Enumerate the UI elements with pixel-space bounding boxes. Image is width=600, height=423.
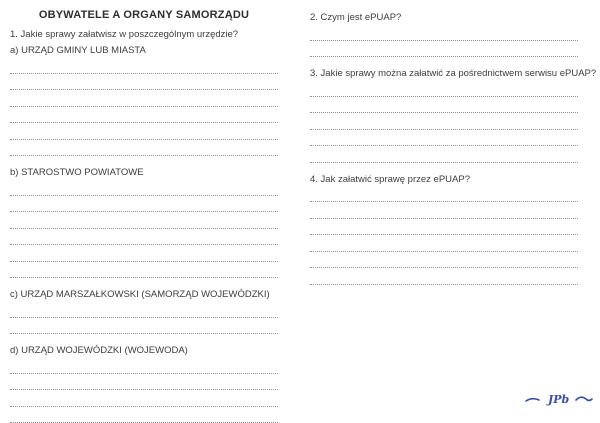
right-column-sections — [310, 12, 578, 285]
answer-line — [310, 113, 578, 130]
subquestion-label: d) URZĄD WOJEWÓDZKI (WOJEWODA) — [10, 345, 278, 357]
answer-line — [310, 252, 578, 269]
answer-line — [10, 179, 278, 196]
answer-line — [310, 219, 578, 236]
answer-line — [10, 318, 278, 335]
answer-line — [310, 146, 578, 163]
answer-line — [310, 235, 578, 252]
answer-line — [10, 90, 278, 107]
answer-line — [10, 107, 278, 124]
answer-line — [310, 97, 578, 114]
left-column-sections — [10, 29, 278, 423]
answer-line — [10, 245, 278, 262]
signature-initials: JPb — [546, 393, 569, 406]
section — [10, 45, 278, 156]
answer-line — [10, 390, 278, 407]
signature — [524, 386, 594, 410]
question-label: 1. Jakie sprawy załatwisz w poszczególnym urzędzie? — [10, 29, 278, 41]
question-label: 3. Jakie sprawy można załatwić za pośrednictwem serwisu ePUAP? — [310, 68, 578, 80]
answer-line — [10, 212, 278, 229]
section — [310, 12, 578, 57]
answer-line — [310, 130, 578, 147]
worksheet-title: OBYWATELE A ORGANY SAMORZĄDU — [10, 8, 278, 22]
signature-flourish — [524, 386, 594, 410]
answer-line — [10, 357, 278, 374]
subquestion-label: a) URZĄD GMINY LUB MIASTA — [10, 45, 278, 57]
subquestion-label: b) STAROSTWO POWIATOWE — [10, 167, 278, 179]
answer-line — [310, 186, 578, 203]
answer-line — [10, 196, 278, 213]
section — [310, 68, 578, 163]
answer-line — [310, 41, 578, 58]
answer-line — [10, 123, 278, 140]
right-column — [310, 0, 578, 285]
answer-line — [10, 301, 278, 318]
answer-line — [10, 74, 278, 91]
answer-line — [310, 80, 578, 97]
section — [310, 174, 578, 285]
answer-line — [10, 374, 278, 391]
left-column — [10, 0, 278, 423]
answer-line — [10, 140, 278, 157]
answer-line — [10, 262, 278, 279]
section — [10, 29, 278, 41]
section — [10, 289, 278, 334]
subquestion-label: c) URZĄD MARSZAŁKOWSKI (SAMORZĄD WOJEWÓDZKI) — [10, 289, 278, 301]
answer-line — [10, 57, 278, 74]
question-label: 4. Jak załatwić sprawę przez ePUAP? — [310, 174, 578, 186]
answer-line — [310, 202, 578, 219]
answer-line — [10, 229, 278, 246]
question-label: 2. Czym jest ePUAP? — [310, 12, 578, 24]
section — [10, 167, 278, 278]
answer-line — [310, 24, 578, 41]
answer-line — [10, 407, 278, 423]
answer-line — [310, 268, 578, 285]
section — [10, 345, 278, 423]
